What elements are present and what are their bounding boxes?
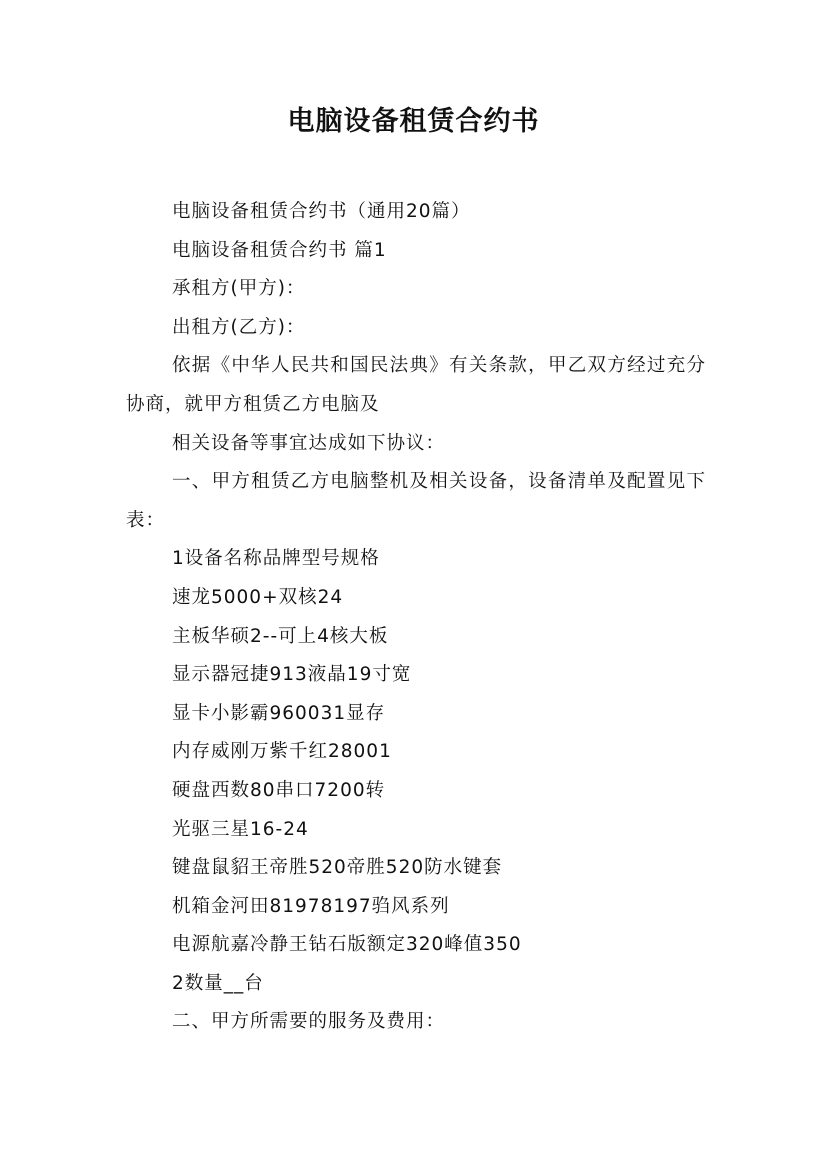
equipment-item-case: 机箱金河田81978197驺风系列 <box>172 895 450 917</box>
paragraph-clause-one: 一、甲方租赁乙方电脑整机及相关设备，设备清单及配置见下表： <box>126 471 706 531</box>
equipment-quantity: 2数量__台 <box>172 972 264 994</box>
equipment-item-optical-drive: 光驱三星16-24 <box>172 818 309 840</box>
equipment-item-monitor: 显示器冠捷913液晶19寸宽 <box>172 664 412 686</box>
document-title: 电脑设备租赁合约书 <box>287 106 540 137</box>
equipment-item-harddisk: 硬盘西数80串口7200转 <box>172 779 386 801</box>
equipment-list-header: 1设备名称品牌型号规格 <box>172 548 380 570</box>
paragraph-section-heading: 电脑设备租赁合约书 篇1 <box>172 239 387 261</box>
document-body <box>126 193 706 1042</box>
equipment-item-keyboard-mouse: 键盘鼠貂王帝胜520帝胜520防水键套 <box>172 857 503 879</box>
paragraph-legal-basis: 依据《中华人民共和国民法典》有关条款，甲乙双方经过充分协商，就甲方租赁乙方电脑及 <box>126 355 706 415</box>
equipment-item-motherboard: 主板华硕2--可上4核大板 <box>172 625 389 647</box>
paragraph-lessor: 出租方(乙方)： <box>172 316 306 338</box>
equipment-item-graphics: 显卡小影霸960031显存 <box>172 702 386 724</box>
paragraph-clause-two: 二、甲方所需要的服务及费用： <box>172 1011 446 1033</box>
equipment-item-memory: 内存威刚万紫千红28001 <box>172 741 392 763</box>
equipment-item-power: 电源航嘉冷静王钻石版额定320峰值350 <box>172 934 522 956</box>
equipment-item-cpu: 速龙5000+双核24 <box>172 586 344 608</box>
paragraph-lessee: 承租方(甲方)： <box>172 278 306 300</box>
paragraph-agreement-intro: 相关设备等事宜达成如下协议： <box>172 432 446 454</box>
paragraph-subtitle: 电脑设备租赁合约书（通用20篇） <box>172 201 471 222</box>
